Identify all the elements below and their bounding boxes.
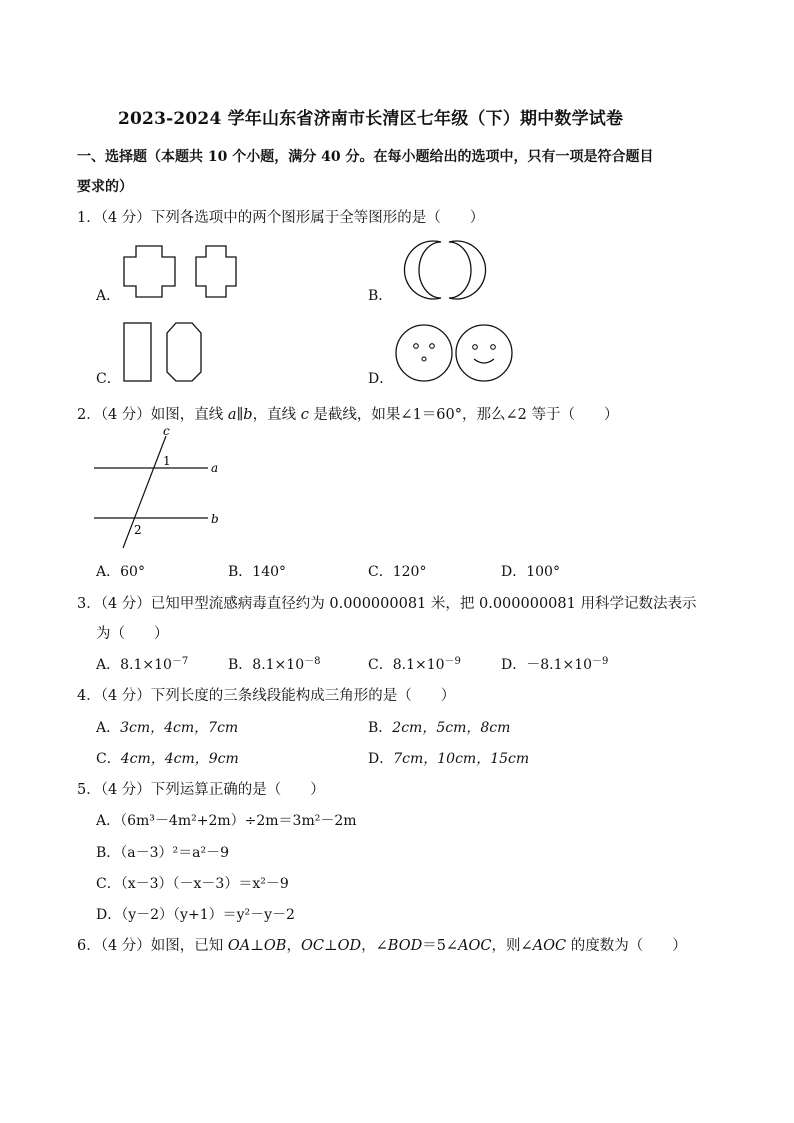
cross-shapes-figure bbox=[122, 244, 242, 300]
q4-option-c: C．4cm，4cm，9cm bbox=[96, 751, 239, 767]
question-4-stem: 4．（4 分）下列长度的三条线段能构成三角形的是（ ） bbox=[77, 688, 456, 704]
q5-option-d: D．（y－2）（y+1）＝y²－y－2 bbox=[96, 907, 295, 923]
q1-option-a-label: A． bbox=[96, 288, 121, 304]
parallel-lines-figure bbox=[90, 424, 230, 552]
q3-option-a: A．$8.1\times 10^{-7}$ bbox=[96, 656, 189, 673]
q5-option-a: A．（6m³－4m²+2m）÷2m＝3m²－2m bbox=[96, 813, 357, 829]
line-b-label: b bbox=[211, 512, 219, 526]
line-a-label: a bbox=[211, 461, 219, 475]
q3-option-d: D．$-8.1\times 10^{-9}$ bbox=[501, 656, 609, 673]
q2-option-d: D．100° bbox=[501, 564, 560, 580]
question-6-stem: 6．（4 分）如图，已知 OA⊥OB，OC⊥OD，∠BOD＝5∠AOC，则∠AOC 的度数为（ ） bbox=[77, 938, 687, 954]
q4-option-d: D．7cm，10cm，15cm bbox=[368, 751, 530, 767]
q5-option-b: B．（a－3）²＝a²－9 bbox=[96, 845, 230, 861]
q1-option-d-label: D． bbox=[368, 371, 394, 387]
line-c-label: c bbox=[163, 424, 170, 438]
question-1-stem: 1．（4 分）下列各选项中的两个图形属于全等图形的是（ ） bbox=[77, 210, 485, 226]
q3-option-b: B．$8.1\times 10^{-8}$ bbox=[228, 656, 321, 673]
q2-option-b: B．140° bbox=[228, 564, 287, 580]
page-title: 2023-2024 学年山东省济南市长清区七年级（下）期中数学试卷 bbox=[118, 109, 624, 129]
section-heading-line1: 一、选择题（本题共 10 个小题，满分 40 分。在每小题给出的选项中，只有一项是符合题目 bbox=[77, 149, 654, 165]
angle-1-label: 1 bbox=[163, 454, 171, 468]
section-heading-line2: 要求的） bbox=[77, 179, 133, 195]
question-5-stem: 5．（4 分）下列运算正确的是（ ） bbox=[77, 782, 325, 798]
rectangle-octagon-figure bbox=[122, 320, 204, 384]
question-3-stem-line1: 3．（4 分）已知甲型流感病毒直径约为 0.000000081 米，把 0.000000081 用科学记数法表示 bbox=[77, 596, 697, 612]
q1-option-c-label: C． bbox=[96, 371, 121, 387]
q2-option-c: C．120° bbox=[368, 564, 427, 580]
smiley-faces-figure bbox=[395, 322, 515, 384]
crescent-shapes-figure bbox=[393, 240, 503, 302]
question-2-stem: 2．（4 分）如图，直线 a∥b，直线 c 是截线，如果∠1＝60°，那么∠2 等于（ ） bbox=[77, 407, 619, 423]
q5-option-c: C．（x－3）（－x－3）＝x²－9 bbox=[96, 876, 289, 892]
question-3-stem-line2: 为（ ） bbox=[96, 626, 169, 642]
q1-option-b-label: B． bbox=[368, 288, 393, 304]
q4-option-a: A．3cm，4cm，7cm bbox=[96, 720, 239, 736]
q2-option-a: A．60° bbox=[96, 564, 145, 580]
q3-option-c: C．$8.1\times 10^{-9}$ bbox=[368, 656, 461, 673]
angle-2-label: 2 bbox=[134, 523, 142, 537]
q4-option-b: B．2cm，5cm，8cm bbox=[368, 720, 511, 736]
